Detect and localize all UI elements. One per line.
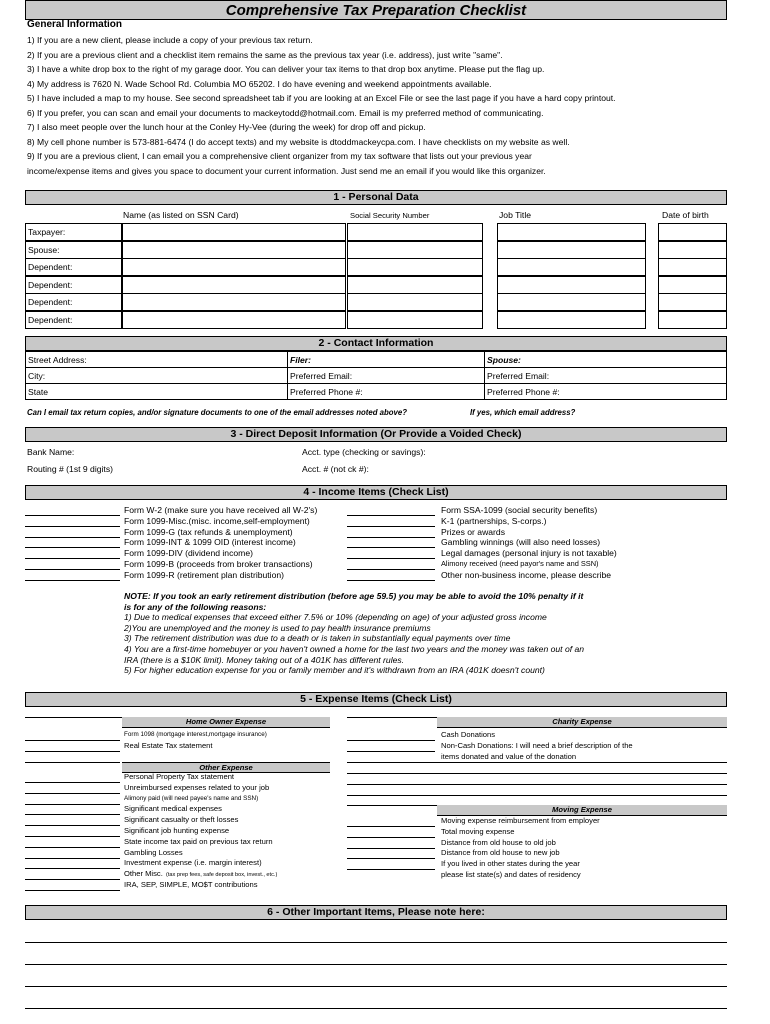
expense-item: Personal Property Tax statement xyxy=(124,772,235,781)
spouse-phone-field[interactable]: Preferred Phone #: xyxy=(485,384,727,400)
check-line[interactable] xyxy=(347,569,435,570)
expense-item: Significant casualty or theft losses xyxy=(124,815,239,825)
note-line: IRA (there is a $10K limit). Money taking out of a 401K has different rules. xyxy=(124,654,405,665)
dob-field[interactable] xyxy=(658,293,727,311)
expense-item: Investment expense (i.e. margin interest) xyxy=(124,858,262,868)
check-line[interactable] xyxy=(347,858,435,859)
charity-expense-title: Charity Expense xyxy=(437,717,727,728)
ssn-field[interactable] xyxy=(347,241,483,259)
check-line[interactable] xyxy=(25,526,120,527)
name-field[interactable] xyxy=(122,258,346,276)
expense-item: Real Estate Tax statement xyxy=(124,740,213,750)
check-line[interactable] xyxy=(347,751,435,752)
check-line[interactable] xyxy=(25,793,120,794)
check-line[interactable] xyxy=(25,547,120,548)
check-line[interactable] xyxy=(347,547,435,548)
personal-row-label xyxy=(25,223,122,241)
general-heading: General Information xyxy=(27,19,123,30)
ssn-field[interactable] xyxy=(347,293,483,311)
col-name-header: Name (as listed on SSN Card) xyxy=(123,210,239,220)
name-field[interactable] xyxy=(122,293,346,311)
income-item: Form 1099-DIV (dividend income) xyxy=(124,548,253,559)
dob-field[interactable] xyxy=(658,223,727,241)
street-address-field[interactable]: Street Address: xyxy=(26,352,288,368)
check-line[interactable] xyxy=(25,569,120,570)
col-ssn-header: Social Security Number xyxy=(350,211,430,220)
blank-line[interactable] xyxy=(347,773,727,774)
city-field[interactable]: City: xyxy=(26,368,288,384)
note-line: 5) For higher education expense for you or family member and it's withdrawn from an IRA (401K doesn't count) xyxy=(124,665,545,676)
check-line[interactable] xyxy=(347,826,435,827)
check-line[interactable] xyxy=(25,751,120,752)
routing-label: Routing # (1st 9 digits) xyxy=(27,464,113,474)
job-field[interactable] xyxy=(497,258,646,276)
notes-line[interactable] xyxy=(25,986,727,987)
note-line: 1) Due to medical expenses that exceed either 7.5% or 10% (depending on age) of your adjusted gross income xyxy=(124,612,547,623)
dob-field[interactable] xyxy=(658,311,727,329)
other-misc-note: (tax prep fees, safe deposit box, invest., etc.) xyxy=(166,872,278,879)
general-item: 1) If you are a new client, please include a copy of your previous tax return. xyxy=(27,35,313,45)
general-item: income/expense items and gives you space to document your current information. Just send me an email if you would like this organizer. xyxy=(27,165,546,176)
col-dob-header: Date of birth xyxy=(662,210,709,220)
dob-field[interactable] xyxy=(658,276,727,294)
note-line: 3) The retirement distribution was due to a death or is taken in substantially equal payments over time xyxy=(124,633,511,644)
check-line[interactable] xyxy=(25,825,120,826)
name-field[interactable] xyxy=(122,311,346,329)
section-income-heading: 4 - Income Items (Check List) xyxy=(25,485,727,500)
row-label-text: Dependent: xyxy=(28,262,73,273)
contact-table xyxy=(25,351,727,400)
section-expense-heading: 5 - Expense Items (Check List) xyxy=(25,692,727,707)
personal-row-label xyxy=(25,241,122,259)
income-item: Form 1099-INT & 1099 OID (interest income) xyxy=(124,537,296,548)
blank-line[interactable] xyxy=(347,784,727,785)
ssn-field[interactable] xyxy=(347,311,483,329)
expense-item: Cash Donations xyxy=(441,730,496,739)
filer-label: Filer: xyxy=(288,352,485,368)
general-item: 5) I have included a map to my house. See second spreadsheet tab if you are looking at an Excel File or see the last page if you have a hard copy printout. xyxy=(27,93,616,103)
name-field[interactable] xyxy=(122,276,346,294)
dob-field[interactable] xyxy=(658,241,727,259)
acct-number-label: Acct. # (not ck #): xyxy=(302,464,369,474)
filer-email-field[interactable]: Preferred Email: xyxy=(288,368,485,384)
ssn-field[interactable] xyxy=(347,258,483,276)
check-line[interactable] xyxy=(347,526,435,527)
income-item: Form 1099-Misc.(misc. income,self-employment) xyxy=(124,515,310,526)
expense-item: Moving expense reimbursement from employer xyxy=(441,816,600,825)
check-line[interactable] xyxy=(25,814,120,815)
job-field[interactable] xyxy=(497,223,646,241)
expense-item: Unreimbursed expenses related to your job xyxy=(124,782,270,792)
email-which-question: If yes, which email address? xyxy=(470,408,576,417)
row-label-text: Dependent: xyxy=(28,279,73,290)
general-item: 3) I have a white drop box to the right of my garage door. You can deliver your tax items to that drop box anytime. Please put the flag up. xyxy=(27,64,545,74)
expense-item: please list state(s) and dates of residency xyxy=(441,870,581,879)
expense-item: Non-Cash Donations: I will need a brief description of the xyxy=(441,740,633,750)
check-line[interactable] xyxy=(25,762,120,763)
section-deposit-heading: 3 - Direct Deposit Information (Or Provide a Voided Check) xyxy=(25,427,727,442)
row-label-text: Taxpayer: xyxy=(28,227,66,237)
general-item: 9) If you are a previous client, I can email you a comprehensive client organizer from my tax software that lists out your previous year xyxy=(27,151,532,161)
income-item: Legal damages (personal injury is not taxable) xyxy=(441,548,617,559)
row-label-text: Dependent: xyxy=(28,297,73,308)
income-item: Other non-business income, please describe xyxy=(441,569,612,580)
check-line[interactable] xyxy=(25,515,120,516)
acct-type-label: Acct. type (checking or savings): xyxy=(302,447,426,457)
check-line[interactable] xyxy=(25,847,120,848)
note-line: 2)You are unemployed and the money is used to pay health insurance premiums xyxy=(124,622,431,633)
income-item: Form 1099-R (retirement plan distribution) xyxy=(124,569,284,580)
expense-item: Form 1098 (mortgage interest,mortgage insurance) xyxy=(124,731,267,738)
expense-item: IRA, SEP, SIMPLE, MO$T contributions xyxy=(124,880,258,889)
check-line[interactable] xyxy=(25,580,120,581)
section-contact-heading: 2 - Contact Information xyxy=(25,336,727,351)
check-line[interactable] xyxy=(347,515,435,516)
row-label-text: Spouse: xyxy=(28,244,60,255)
job-field[interactable] xyxy=(497,293,646,311)
section-personal-heading: 1 - Personal Data xyxy=(25,190,727,205)
expense-item: Other Misc. xyxy=(124,869,163,879)
col-job-header: Job Title xyxy=(499,210,532,220)
check-line[interactable] xyxy=(25,740,120,741)
income-item: Form 1099-G (tax refunds & unemployment) xyxy=(124,526,293,537)
check-line[interactable] xyxy=(347,837,435,838)
dob-field[interactable] xyxy=(658,258,727,276)
notes-line[interactable] xyxy=(25,942,727,943)
general-item: 4) My address is 7620 N. Wade School Rd. Columbia MO 65202. I do have evening and weekend appointments available. xyxy=(27,78,492,89)
expense-item: If you lived in other states during the year xyxy=(441,859,580,869)
income-item: Gambling winnings (will also need losses) xyxy=(441,537,601,548)
check-line[interactable] xyxy=(25,782,120,783)
check-line[interactable] xyxy=(347,740,435,741)
check-line[interactable] xyxy=(347,848,435,849)
note-line: 4) You are a first-time homebuyer or you haven't owned a home for the last two years and the money was taken out of an xyxy=(124,644,585,654)
spouse-label: Spouse: xyxy=(485,352,727,368)
email-question: Can I email tax return copies, and/or signature documents to one of the email addresses noted above? xyxy=(27,408,407,417)
expense-item: Distance from old house to old job xyxy=(441,837,556,847)
expense-item: Gambling Losses xyxy=(124,847,183,857)
personal-row-label xyxy=(25,311,122,329)
check-line[interactable] xyxy=(347,869,435,870)
expense-item: Significant medical expenses xyxy=(124,804,222,814)
state-field[interactable]: State xyxy=(26,384,288,400)
blank-line[interactable] xyxy=(347,762,727,763)
check-line[interactable] xyxy=(347,558,435,559)
expense-item: Alimony paid (will need payee's name and SSN) xyxy=(124,794,259,802)
notes-line[interactable] xyxy=(25,964,727,965)
expense-item: Significant job hunting expense xyxy=(124,826,230,835)
check-line[interactable] xyxy=(25,858,120,859)
other-expense-title: Other Expense xyxy=(122,762,330,773)
personal-row-label xyxy=(25,276,122,294)
ssn-field[interactable] xyxy=(347,276,483,294)
general-item: 7) I also meet people over the lunch hour at the Conley Hy-Vee (during the week) for drop off and pickup. xyxy=(27,122,426,132)
income-item: Form W-2 (make sure you have received all W-2's) xyxy=(124,505,318,515)
spouse-email-field[interactable]: Preferred Email: xyxy=(485,368,727,384)
general-item: 6) If you prefer, you can scan and email your documents to mackeytodd@hotmail.com. Email is my preferred method of communicating. xyxy=(27,107,544,118)
job-field[interactable] xyxy=(497,311,646,329)
page-title: Comprehensive Tax Preparation Checklist xyxy=(25,0,727,20)
check-line[interactable] xyxy=(347,537,435,538)
check-line[interactable] xyxy=(25,836,120,837)
blank-line[interactable] xyxy=(347,795,727,796)
note-line: is for any of the following reasons: xyxy=(124,601,267,612)
ssn-field[interactable] xyxy=(347,223,483,241)
filer-phone-field[interactable]: Preferred Phone #: xyxy=(288,384,485,400)
personal-row-label xyxy=(25,258,122,276)
bank-name-label: Bank Name: xyxy=(27,447,75,457)
personal-row-label xyxy=(25,293,122,311)
notes-line[interactable] xyxy=(25,1008,727,1009)
check-line[interactable] xyxy=(25,558,120,559)
income-item: Alimony received (need payor's name and SSN) xyxy=(441,559,599,568)
job-field[interactable] xyxy=(497,241,646,259)
expense-item: Total moving expense xyxy=(441,826,515,836)
check-line[interactable] xyxy=(347,580,435,581)
moving-expense-title: Moving Expense xyxy=(437,805,727,816)
income-item: K-1 (partnerships, S-corps.) xyxy=(441,515,547,526)
check-line[interactable] xyxy=(25,890,120,891)
home-expense-title: Home Owner Expense xyxy=(122,717,330,728)
check-line[interactable] xyxy=(25,879,120,880)
income-item: Form 1099-B (proceeds from broker transactions) xyxy=(124,559,313,569)
job-field[interactable] xyxy=(497,276,646,294)
income-item: Prizes or awards xyxy=(441,526,505,537)
name-field[interactable] xyxy=(122,223,346,241)
general-item: 2) If you are a previous client and a checklist item remains the same as the previous tax year (i.e. address), just write "same". xyxy=(27,49,503,60)
row-label-text: Dependent: xyxy=(28,315,73,325)
check-line[interactable] xyxy=(25,804,120,805)
expense-item: State income tax paid on previous tax return xyxy=(124,836,273,846)
income-item: Form SSA-1099 (social security benefits) xyxy=(441,505,598,515)
name-field[interactable] xyxy=(122,241,346,259)
expense-item: items donated and value of the donation xyxy=(441,751,577,761)
note-line: NOTE: If you took an early retirement distribution (before age 59.5) you may be able to avoid the 10% penalty if it xyxy=(124,591,584,601)
expense-item: Distance from old house to new job xyxy=(441,848,560,858)
section-other-heading: 6 - Other Important Items, Please note here: xyxy=(25,905,727,920)
check-line[interactable] xyxy=(25,868,120,869)
check-line[interactable] xyxy=(25,537,120,538)
general-item: 8) My cell phone number is 573-881-6474 (I do accept texts) and my website is dtoddmackeycpa.com. I have checklists on my website as well. xyxy=(27,136,570,147)
